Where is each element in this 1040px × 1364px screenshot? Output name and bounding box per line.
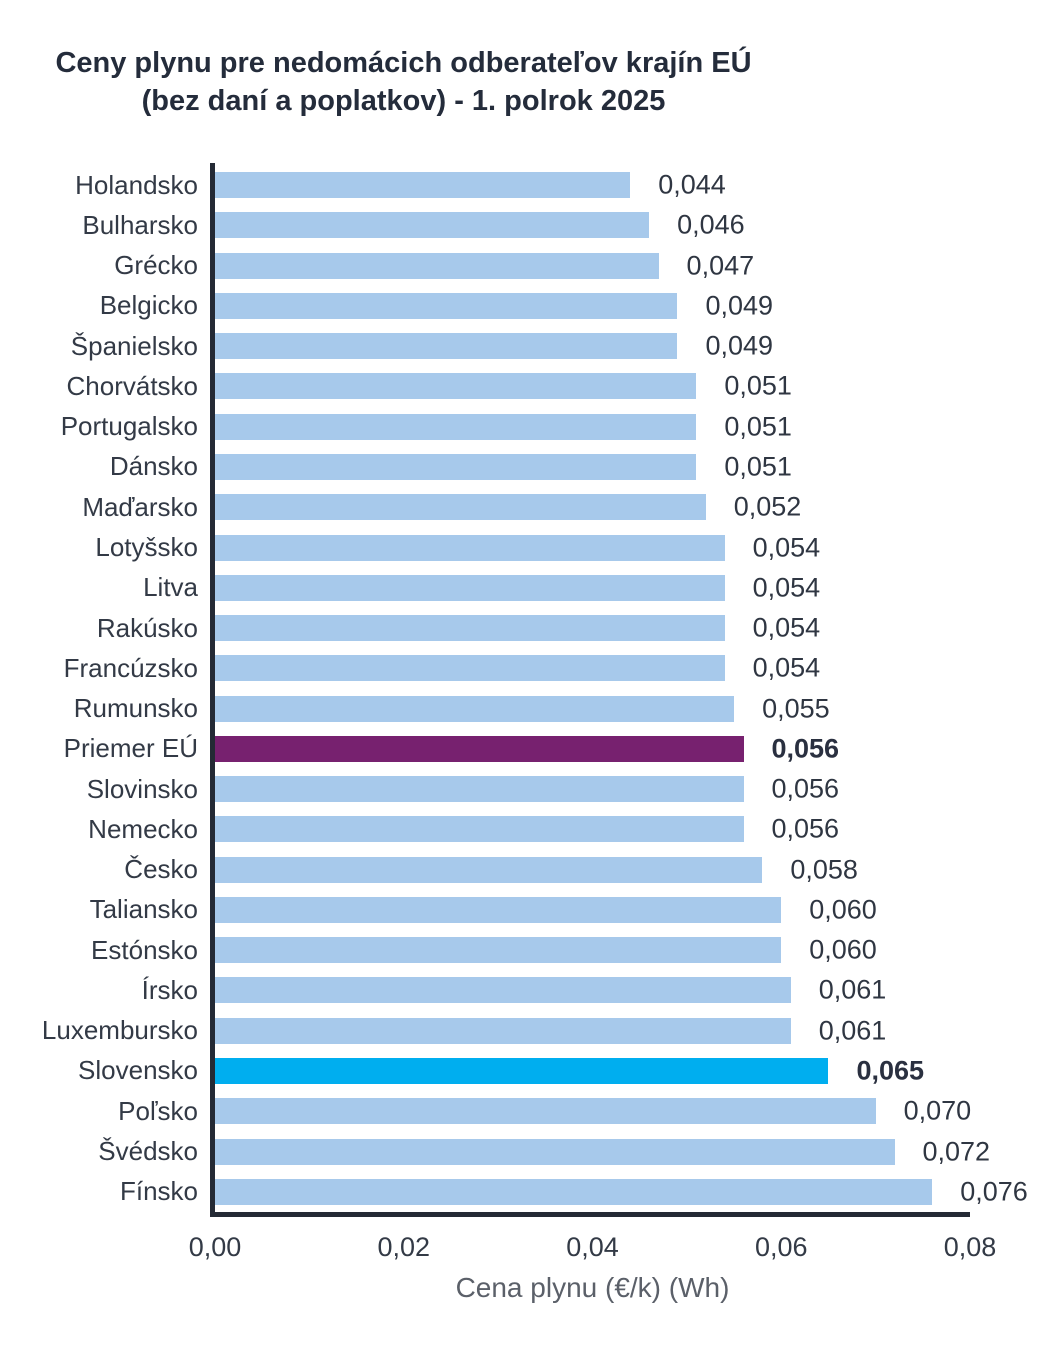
bar-row xyxy=(0,1051,1040,1091)
bar-track xyxy=(215,1055,970,1086)
bar-row xyxy=(0,890,1040,930)
bar-track xyxy=(215,652,970,683)
bar-row xyxy=(0,1011,1040,1051)
value-label: 0,046 xyxy=(677,209,745,240)
x-tick-label: 0,02 xyxy=(377,1232,431,1262)
bar-row xyxy=(0,165,1040,205)
chart-title-line2: (bez daní a poplatkov) - 1. polrok 2025 xyxy=(141,85,666,117)
value-label: 0,054 xyxy=(752,652,821,683)
bar-row xyxy=(0,487,1040,527)
country-label: Lotyšsko xyxy=(95,532,198,563)
value-label: 0,047 xyxy=(686,250,755,281)
country-label: Rakúsko xyxy=(96,612,198,643)
bar-track xyxy=(215,411,970,442)
bar-track xyxy=(215,330,970,361)
bar xyxy=(215,816,744,842)
bar-track xyxy=(215,693,970,724)
bar xyxy=(215,333,677,359)
value-label: 0,051 xyxy=(724,451,792,482)
bar xyxy=(215,615,725,641)
bar xyxy=(215,1018,791,1044)
bar xyxy=(215,373,696,399)
bar-track xyxy=(215,813,970,844)
country-label: Španielsko xyxy=(70,330,198,361)
bar-track xyxy=(215,934,970,965)
bar-track xyxy=(215,612,970,643)
country-label: Grécko xyxy=(114,250,198,281)
bar-track xyxy=(215,1136,991,1166)
bar-row xyxy=(0,648,1040,688)
bar xyxy=(215,414,696,440)
country-label: Írsko xyxy=(141,974,198,1005)
country-label: Dánsko xyxy=(109,451,198,482)
bar-row xyxy=(0,246,1040,286)
bar xyxy=(215,172,630,198)
country-label: Belgicko xyxy=(99,290,198,321)
bar-row xyxy=(0,527,1040,567)
country-label: Rumunsko xyxy=(73,693,198,724)
x-tick-label: 0,00 xyxy=(188,1232,242,1262)
country-label: Francúzsko xyxy=(63,652,198,683)
bar-row xyxy=(0,809,1040,849)
bar xyxy=(215,494,706,520)
bar-track xyxy=(215,290,970,321)
country-label: Chorvátsko xyxy=(66,370,198,401)
value-label: 0,058 xyxy=(790,854,858,885)
value-label: 0,044 xyxy=(658,169,726,200)
country-label: Portugalsko xyxy=(60,411,198,442)
country-label: Estónsko xyxy=(91,934,198,965)
value-label: 0,072 xyxy=(922,1136,991,1166)
value-label: 0,054 xyxy=(752,612,821,643)
bar-track xyxy=(215,773,970,804)
value-label: 0,054 xyxy=(752,532,821,563)
value-label: 0,049 xyxy=(705,290,774,321)
value-label: 0,056 xyxy=(771,733,840,764)
bar xyxy=(215,736,744,762)
bar-row xyxy=(0,608,1040,648)
bar-track xyxy=(215,854,970,885)
country-label: Litva xyxy=(143,572,198,603)
value-label: 0,051 xyxy=(724,411,792,442)
bar-row xyxy=(0,326,1040,366)
bar-row xyxy=(0,407,1040,447)
bar-track xyxy=(215,250,970,281)
value-label: 0,061 xyxy=(818,1015,887,1046)
bar-row xyxy=(0,970,1040,1010)
bar xyxy=(215,977,791,1003)
value-label: 0,076 xyxy=(960,1176,1028,1207)
x-tick-label: 0,04 xyxy=(566,1232,619,1262)
country-label: Holandsko xyxy=(75,169,198,200)
value-label: 0,054 xyxy=(752,572,821,603)
country-label: Nemecko xyxy=(88,813,198,844)
bar-track xyxy=(215,572,970,603)
bar-track xyxy=(215,974,970,1005)
value-label: 0,070 xyxy=(903,1095,972,1126)
bar-track xyxy=(215,1015,970,1046)
bar-track xyxy=(215,1095,972,1126)
value-label: 0,056 xyxy=(771,813,840,844)
bar-track xyxy=(215,1176,1028,1207)
bar xyxy=(215,655,725,681)
country-label: Poľsko xyxy=(118,1095,198,1126)
bar xyxy=(215,696,734,722)
bar-row xyxy=(0,1091,1040,1131)
chart-title xyxy=(6,44,801,120)
value-label: 0,060 xyxy=(809,934,877,965)
bar-row xyxy=(0,286,1040,326)
bar-row xyxy=(0,769,1040,809)
bar-row xyxy=(0,688,1040,728)
country-label: Slovinsko xyxy=(86,773,198,804)
country-label: Česko xyxy=(124,854,198,885)
bar-track xyxy=(215,169,970,200)
bar xyxy=(215,535,725,561)
bar-row xyxy=(0,205,1040,245)
bar-track xyxy=(215,733,970,764)
country-label: Priemer EÚ xyxy=(63,733,198,764)
bar xyxy=(215,857,762,883)
bar-row xyxy=(0,729,1040,769)
bar-row xyxy=(0,447,1040,487)
country-label: Fínsko xyxy=(119,1176,198,1207)
bar-row xyxy=(0,850,1040,890)
country-label: Bulharsko xyxy=(82,209,198,240)
bar-row xyxy=(0,1172,1040,1212)
value-label: 0,060 xyxy=(809,894,877,925)
bar xyxy=(215,293,677,319)
value-label: 0,052 xyxy=(733,491,802,522)
bar xyxy=(215,897,781,923)
bar-track xyxy=(215,209,970,240)
bar xyxy=(215,1058,828,1084)
value-label: 0,056 xyxy=(771,773,840,804)
x-tick-label: 0,06 xyxy=(754,1232,808,1262)
bar-track xyxy=(215,370,970,401)
country-label: Luxembursko xyxy=(41,1015,198,1046)
x-axis-line xyxy=(210,1212,970,1217)
value-label: 0,055 xyxy=(762,693,830,724)
bar xyxy=(215,253,659,279)
bar xyxy=(215,937,781,963)
bar-row xyxy=(0,568,1040,608)
chart-title-line1: Ceny plynu pre nedomácich odberateľov krajín EÚ xyxy=(55,47,752,79)
value-label: 0,065 xyxy=(856,1055,925,1086)
bar xyxy=(215,575,725,601)
country-label: Slovensko xyxy=(78,1055,198,1086)
bar xyxy=(215,454,696,480)
y-axis-line xyxy=(210,163,215,1217)
x-ticks xyxy=(188,1232,997,1266)
bar xyxy=(215,1139,895,1165)
bar xyxy=(215,1098,876,1124)
value-label: 0,051 xyxy=(724,370,792,401)
bar xyxy=(215,1179,932,1205)
bar-row xyxy=(0,930,1040,970)
x-axis-title: Cena plynu (€/k) (Wh) xyxy=(455,1272,730,1303)
bar-rows xyxy=(0,165,1040,1212)
x-tick-label: 0,08 xyxy=(943,1232,997,1262)
value-label: 0,049 xyxy=(705,330,774,361)
bar-track xyxy=(215,491,970,522)
value-label: 0,061 xyxy=(818,974,887,1005)
country-label: Švédsko xyxy=(98,1136,198,1166)
country-label: Maďarsko xyxy=(82,491,198,522)
bar-row xyxy=(0,1131,1040,1171)
country-label: Taliansko xyxy=(89,894,198,925)
bar xyxy=(215,212,649,238)
bar xyxy=(215,776,744,802)
bar-track xyxy=(215,451,970,482)
bar-track xyxy=(215,894,970,925)
bar-track xyxy=(215,532,970,563)
bar-row xyxy=(0,366,1040,406)
